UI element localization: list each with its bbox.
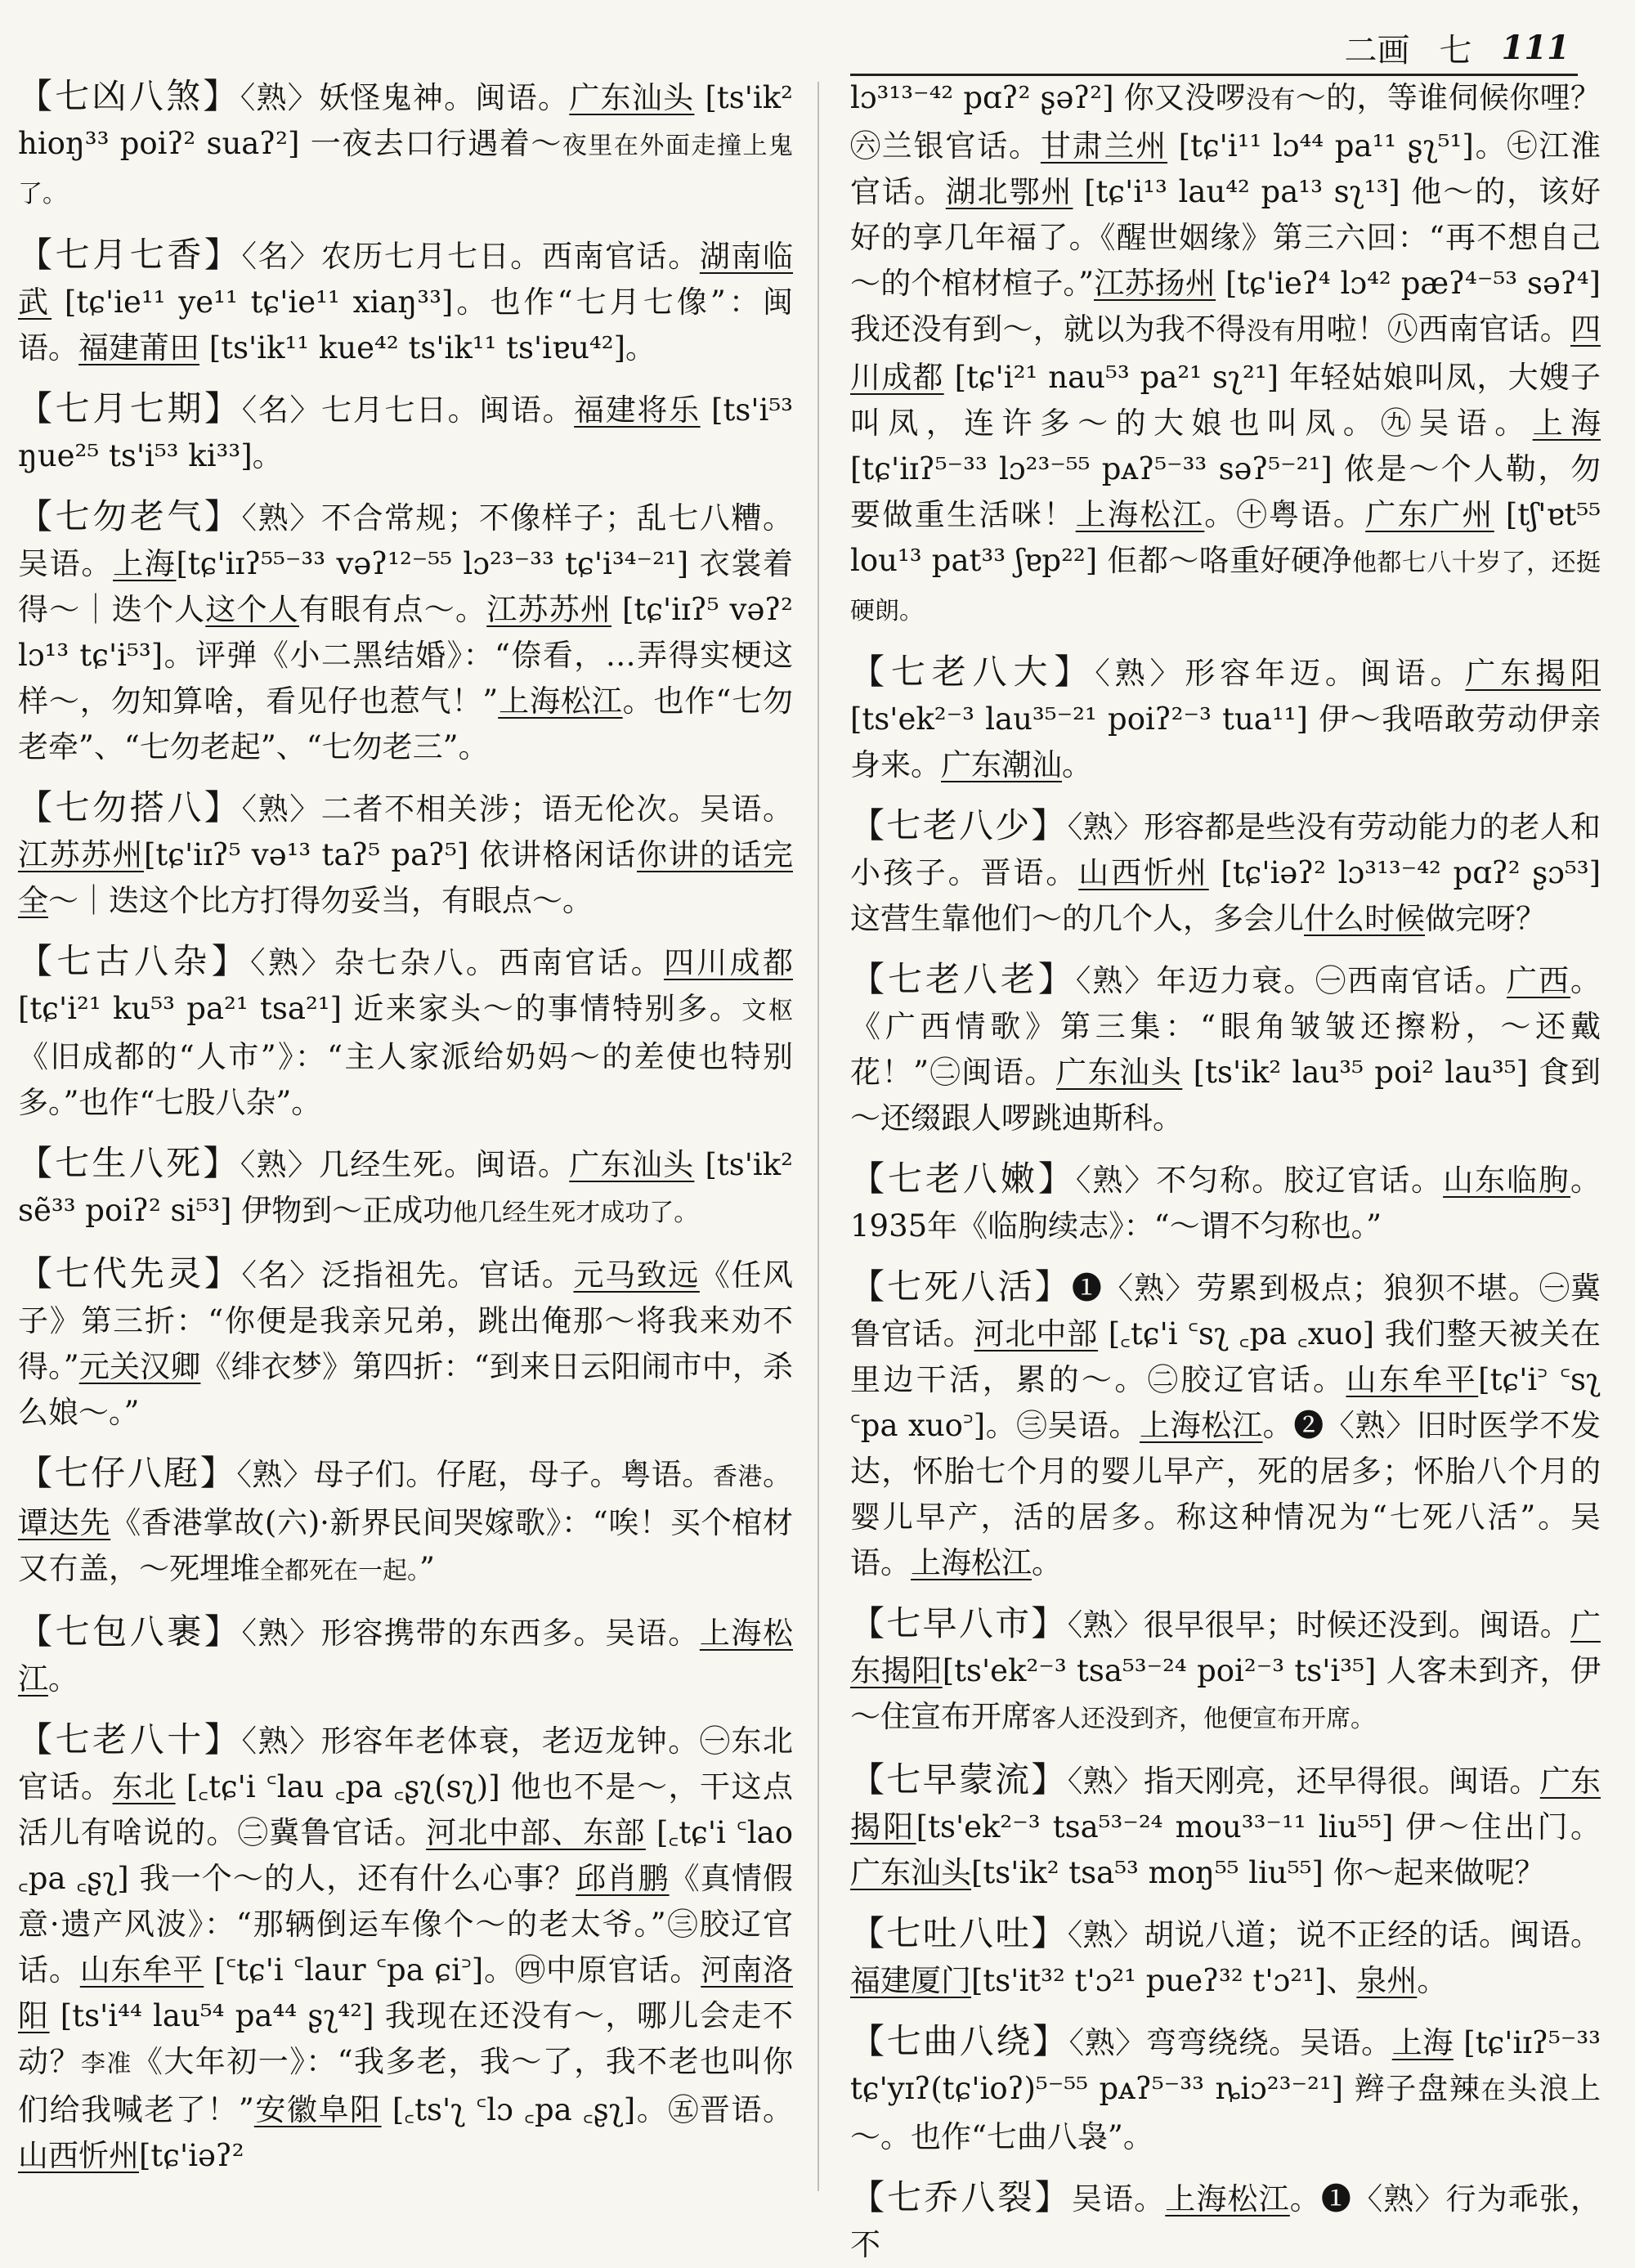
entry-text: 〈名〉七月七日。闽语。 (241, 392, 575, 428)
entry-text: 《真情假意·遗产风波》：“那辆倒运车像个～的老太爷。”㊂胶辽官话。 (18, 1861, 794, 1988)
underlined-source: 广东广州 (1365, 497, 1494, 532)
inline-gloss: 全都死在一起。 (260, 1557, 419, 1585)
entry-headword: 【七老八老】 (850, 959, 1076, 999)
underlined-source: 福建将乐 (574, 392, 701, 428)
entry-text: 〈熟〉很早很早；时候还没到。闽语。 (1067, 1607, 1570, 1643)
right-column (850, 74, 1601, 2262)
page-header (1345, 23, 1570, 72)
entry-headword: 【七吐八吐】 (850, 1913, 1068, 1953)
entry-text: 〈名〉农历七月七日。西南官话。 (241, 239, 700, 274)
inline-gloss: 没有 (1246, 317, 1297, 346)
entry-text: [꜀ts'ʅ ꜂lɔ ꜀pa ꜀ʂʅ]。㊄晋语。 (381, 2092, 794, 2127)
dictionary-entry (850, 2019, 1601, 2160)
page-number: 111 (1501, 28, 1570, 67)
entry-text: 。《广西情歌》第三集：“眼角皱皱还擦粉，～还戴花！”㊁闽语。 (850, 963, 1601, 1090)
inline-gloss: 李准 (80, 2050, 132, 2078)
underlined-source: 山西忻州 (1078, 855, 1209, 890)
entry-text: [ts'ik² sẽ³³ poiʔ² si⁵³] 伊物到～正成功 (18, 1147, 793, 1228)
underlined-source: 河北中部、东部 (426, 1815, 646, 1850)
entry-text: 。 (48, 1661, 78, 1697)
entry-text: 。也作“七勿老牵”、“七勿老起”、“七勿老三”。 (18, 684, 794, 764)
dictionary-entry (18, 785, 793, 924)
entry-headword: 【七老八大】 (850, 652, 1095, 692)
underlined-source: 江苏扬州 (1094, 266, 1216, 301)
entry-headword: 【七死八活】 (850, 1266, 1072, 1307)
underlined-source: 广东揭阳 (850, 1607, 1601, 1688)
dictionary-entry (18, 74, 793, 217)
entry-text: 〈熟〉形容年老体衰，老迈龙钟。㊀东北官话。 (18, 1723, 793, 1804)
dictionary-entry (850, 1911, 1601, 2004)
dictionary-entry (18, 1717, 793, 2179)
entry-text: 〈熟〉二者不相关涉；语无伦次。吴语。 (241, 791, 793, 827)
entry-text: [tɕ'i꜄ ꜂sʅ ꜂pa xuo꜄]。㊂吴语。 (850, 1362, 1601, 1443)
dictionary-entry (18, 1141, 793, 1236)
underlined-source: 河北中部 (974, 1316, 1099, 1351)
entry-text: [tɕ'iɪʔ⁵⁻³³ tɕ'yɪʔ(tɕ'ioʔ)⁵⁻⁵⁵ pᴀʔ⁵⁻³³ ȵiɔ²³⁻²¹] 辫子盘辣 (850, 2025, 1601, 2106)
entry-text: 《任风子》第三折：“你便是我亲兄弟，跳出俺那～将我来劝不得。” (18, 1257, 794, 1384)
entry-headword: 【七月七香】 (18, 235, 242, 275)
entry-text: [tɕ'iəʔ² (139, 2138, 244, 2173)
underlined-source: 湖南临武 (18, 239, 794, 320)
underlined-source: 甘肃兰州 (1040, 128, 1168, 164)
entry-text: 〈熟〉指天刚亮，还早得很。闽语。 (1067, 1764, 1540, 1799)
dictionary-entry (850, 1757, 1601, 1896)
entry-text: 〈熟〉杂七杂八。西南官话。 (250, 945, 664, 980)
entry-headword: 【七生八死】 (18, 1143, 240, 1183)
entry-text: 。 (1032, 1545, 1062, 1580)
entry-headword: 【七凶八煞】 (18, 76, 240, 116)
entry-headword: 【七包八裹】 (18, 1611, 242, 1652)
entry-headword: 【七早八市】 (850, 1603, 1068, 1643)
entry-text: 《大年初一》：“我多老，我～了，我不老也叫你们给我喊老了！” (18, 2044, 794, 2127)
underlined-source: 这个人 (205, 592, 299, 627)
entry-text: 。㊉粤语。 (1204, 497, 1366, 532)
underlined-source: 你讲的话完全 (18, 837, 793, 918)
underlined-source: 山东临朐 (1443, 1163, 1570, 1198)
inline-gloss: 夜里在外面走撞上鬼了。 (18, 132, 793, 208)
underlined-source: 四川成都 (850, 312, 1601, 395)
entry-text: [tɕ'i¹³ lau⁴² pa¹³ sʅ¹³] 他～的，该好好的享几年福了。《醒世姻缘》第三六回：“再不想自己～的个棺材楦子。” (850, 174, 1601, 301)
underlined-source: 广东汕头 (850, 1855, 971, 1890)
entry-text: [tɕ'iɪʔ⁵ vəʔ² lɔ¹³ tɕ'i⁵³]。评弹《小二黑结婚》：“倷看，…弄得实梗这样～，勿知算啥，看见仔也惹气！” (18, 592, 794, 719)
entry-text: [tɕ'ie¹¹ ye¹¹ tɕ'ie¹¹ xiaŋ³³]。也作“七月七像”：闽语。 (18, 285, 793, 365)
entry-text: [꜀tɕ'i ꜂sʅ ꜀pa ꜀xuo] 我们整天被关在里边干活，累的～。㊁胶辽官话。 (850, 1316, 1601, 1397)
entry-headword: 【七代先灵】 (18, 1253, 242, 1293)
entry-text: [tɕ'iɪʔ⁵⁵⁻³³ vəʔ¹²⁻⁵⁵ lɔ²³⁻³³ tɕ'i³⁴⁻²¹] 衣裳着得～｜迭个人 (18, 546, 794, 627)
underlined-source: 上海松江 (18, 1616, 794, 1697)
dictionary-entry (850, 74, 1601, 634)
entry-text: [tɕ'i¹¹ lɔ⁴⁴ pa¹¹ ʂʅ⁵¹]。㊆江淮官话。 (850, 128, 1601, 209)
underlined-source: 广东揭阳 (850, 1764, 1601, 1844)
entry-headword: 【七仔八屘】 (18, 1453, 237, 1493)
underlined-source: 四川成都 (663, 945, 793, 980)
underlined-source: 什么时候 (1304, 901, 1425, 936)
inline-gloss: 香港 (712, 1463, 763, 1491)
entry-text: 。❶〈熟〉行为乖张，不 (850, 2181, 1601, 2262)
dictionary-entry (18, 1251, 793, 1436)
underlined-source: 广东汕头 (1055, 1055, 1183, 1090)
dictionary-entry (850, 1601, 1601, 1742)
dictionary-entry (850, 803, 1601, 942)
underlined-source: 福建莆田 (78, 330, 199, 365)
entry-headword: 【七月七期】 (18, 388, 242, 428)
entry-text: 〈熟〉胡说八道；说不正经的话。闽语。 (1067, 1917, 1601, 1952)
underlined-source: 上海松江 (911, 1545, 1032, 1580)
underlined-source: 山东牟平 (1346, 1362, 1479, 1397)
underlined-source: 广东汕头 (569, 1147, 695, 1182)
entry-text: 。❷〈熟〉旧时医学不发达，怀胎七个月的婴儿早产，死的居多；怀胎八个月的婴儿早产，活的居多。称这种情况为“七死八活”。吴语。 (850, 1408, 1601, 1580)
entry-text: ❶〈熟〉劳累到极点；狼狈不堪。㊀冀鲁官话。 (850, 1271, 1601, 1351)
entry-text: [tɕ'iɪʔ⁵⁻³³ lɔ²³⁻⁵⁵ pᴀʔ⁵⁻³³ səʔ⁵⁻²¹] 侬是～个人勒，勿要做重生活咪！ (850, 451, 1601, 532)
entry-text: 用啦！㊇西南官话。 (1296, 312, 1571, 347)
entry-text: 头浪上～。也作“七曲八袅”。 (850, 2071, 1601, 2154)
entry-text: 〈熟〉形容携带的东西多。吴语。 (241, 1616, 700, 1651)
inline-gloss: 客人还没到齐，他便宣布开席。 (1032, 1705, 1375, 1733)
inline-gloss: 没有 (1246, 86, 1296, 114)
entry-text: [꜀tɕ'i ꜂lao ꜀pa ꜀ʂʅ] 我一个～的人，还有什么心事？ (18, 1815, 794, 1896)
entry-text: [tɕ'ieʔ⁴ lɔ⁴² pæʔ⁴⁻⁵³ səʔ⁴] 我还没有到～，就以为我不得 (850, 266, 1601, 347)
entry-text: [ts'it³² t'ɔ²¹ pueʔ³² t'ɔ²¹]、 (971, 1963, 1357, 1998)
entry-text: 〈熟〉母子们。仔屘，母子。粤语。 (236, 1457, 713, 1492)
underlined-source: 上海松江 (498, 684, 623, 719)
underlined-source: 谭达先 (18, 1505, 111, 1540)
entry-text: 〈熟〉妖怪鬼神。闽语。 (240, 80, 570, 115)
entry-text: [ts'ik² tsa⁵³ moŋ⁵⁵ liu⁵⁵] 你～起来做呢？ (971, 1855, 1545, 1890)
dictionary-entry (850, 1156, 1601, 1249)
entry-headword: 【七乔八裂】 (850, 2177, 1072, 2217)
underlined-source: 上海松江 (1075, 497, 1205, 532)
column-divider (818, 82, 819, 2191)
underlined-source: 安徽阜阳 (253, 2092, 382, 2127)
entry-text: 〈熟〉形容年迈。闽语。 (1095, 656, 1466, 691)
dictionary-entry (18, 232, 793, 371)
underlined-source: 广西 (1507, 963, 1570, 998)
entry-text: [ts'ek²⁻³ tsa⁵³⁻²⁴ mou³³⁻¹¹ liu⁵⁵] 伊～住出门。 (916, 1809, 1601, 1844)
entry-text: [꜀tɕ'i ꜂lau ꜀pa ꜀ʂʅ(sʅ)] 他也不是～，干这点活儿有啥说的。㊁冀鲁官话。 (18, 1769, 794, 1850)
entry-text: ” (419, 1551, 435, 1586)
entry-headword: 【七老八十】 (18, 1719, 242, 1759)
underlined-source: 元马致远 (573, 1257, 700, 1293)
entry-text: [ts'ik¹¹ kue⁴² ts'ik¹¹ ts'iɐu⁴²]。 (199, 330, 656, 365)
entry-text: [tʃ'ɐt⁵⁵ lou¹³ pat³³ ʃɐp²²] 佢都～咯重好硬净 (850, 497, 1601, 578)
underlined-source: 山东牟平 (79, 1952, 204, 1988)
entry-text: [ts'i⁵³ ŋue²⁵ ts'i⁵³ ki³³]。 (18, 392, 793, 473)
inline-gloss: 他几经生死才成功了。 (453, 1199, 699, 1227)
underlined-source: 元关汉卿 (78, 1349, 201, 1384)
underlined-source: 湖北鄂州 (945, 174, 1073, 209)
underlined-source: 江苏苏州 (486, 592, 612, 627)
inline-gloss: 在 (1480, 2077, 1507, 2105)
inline-gloss: 文枢 (741, 997, 793, 1025)
entry-text: 《香港掌故(六)·新界民间哭嫁歌》：“唉！买个棺材又冇盖，～死埋堆 (18, 1505, 793, 1586)
entry-text: [꜂tɕ'i ꜂laur ꜂pa ɕi꜄]。㊃中原官话。 (204, 1952, 701, 1988)
entry-text: 〈熟〉弯弯绕绕。吴语。 (1068, 2025, 1392, 2060)
underlined-source: 广东汕头 (569, 80, 695, 115)
dictionary-entry (850, 2175, 1601, 2268)
entry-text: 〈熟〉年迈力衰。㊀西南官话。 (1075, 963, 1507, 998)
entry-text: 〈熟〉几经生死。闽语。 (240, 1147, 570, 1182)
entry-text: [ts'ik² lau³⁵ poi² lau³⁵] 食到～还缀跟人啰跳迪斯科。 (850, 1055, 1601, 1136)
dictionary-entry (850, 649, 1601, 788)
entry-text: 〈熟〉不匀称。胶辽官话。 (1075, 1163, 1444, 1198)
dictionary-entry (850, 957, 1601, 1141)
entry-text: 。 (763, 1457, 793, 1492)
dictionary-entry (18, 939, 793, 1126)
header-char: 七 (1439, 31, 1472, 69)
entry-text: lɔ³¹³⁻⁴² pɑʔ² ʂəʔ²] 你又没啰 (850, 80, 1247, 115)
dictionary-entry (18, 494, 793, 770)
entry-text: [ts'i⁴⁴ lau⁵⁴ pa⁴⁴ ʂʅ⁴²] 我现在还没有～，哪儿会走不动？ (18, 1998, 794, 2079)
underlined-source: 上海 (113, 546, 177, 581)
inline-gloss: 他都七八十岁了，还挺硬朗。 (850, 549, 1601, 625)
entry-text: 〈名〉泛指祖先。官话。 (241, 1257, 574, 1293)
entry-text: [ts'ik² hioŋ³³ poiʔ² suaʔ²] 一夜去口行遇着～ (18, 80, 793, 161)
header-section: 二画 (1344, 31, 1410, 69)
entry-text: 。 (1062, 747, 1092, 782)
dictionary-entry (18, 1450, 793, 1594)
entry-text: [tɕ'iɪʔ⁵ və¹³ taʔ⁵ paʔ⁵] 依讲格闲话 (144, 837, 637, 872)
entry-text: 做完呀？ (1425, 901, 1546, 936)
entry-text: [tɕ'iəʔ² lɔ³¹³⁻⁴² pɑʔ² ʂɔ⁵³] 这营生靠他们～的几个人，多会儿 (850, 855, 1601, 936)
underlined-source: 河南洛阳 (18, 1952, 794, 2033)
entry-headword: 【七勿老气】 (18, 496, 242, 536)
entry-headword: 【七古八杂】 (18, 941, 251, 981)
underlined-source: 邱肖鹏 (576, 1861, 670, 1896)
left-column (18, 74, 793, 2191)
entry-headword: 【七曲八绕】 (850, 2021, 1069, 2061)
entry-text: 《旧成都的“人市”》：“主人家派给奶妈～的差使也特别多。”也作“七股八杂”。 (18, 1039, 793, 1120)
entry-text: ～｜迭这个比方打得勿妥当，有眼点～。 (48, 883, 593, 918)
underlined-source: 广东揭阳 (1465, 656, 1601, 691)
entry-headword: 【七勿搭八】 (18, 787, 242, 827)
dictionary-entry (850, 1264, 1601, 1586)
entry-headword: 【七早蒙流】 (850, 1759, 1068, 1800)
entry-text: 吴语。 (1071, 2181, 1166, 2216)
entry-text: [ts'ek²⁻³ tsa⁵³⁻²⁴ poi²⁻³ ts'i³⁵] 人客未到齐，伊～住宣布开席 (850, 1653, 1601, 1734)
underlined-source: 广东潮汕 (941, 747, 1062, 782)
entry-text: 。1935年《临朐续志》：“～谓不匀称也。” (850, 1163, 1601, 1244)
entry-text: 〈熟〉形容都是些没有劳动能力的老人和小孩子。晋语。 (850, 809, 1601, 890)
entry-text: [tɕ'i²¹ ku⁵³ pa²¹ tsa²¹] 近来家头～的事情特别多。 (18, 991, 742, 1026)
entry-text: ～的，等谁伺候你哩？㊅兰银官话。 (850, 80, 1601, 164)
underlined-source: 泉州 (1356, 1963, 1418, 1998)
underlined-source: 上海 (1391, 2025, 1454, 2060)
entry-text: 《绯衣梦》第四折：“到来日云阳闹市中，杀么娘～。” (18, 1349, 793, 1430)
entry-text: 有眼有点～。 (298, 592, 487, 627)
underlined-source: 福建厦门 (850, 1963, 971, 1998)
entry-text: 〈熟〉不合常规；不像样子；乱七八糟。吴语。 (18, 500, 793, 581)
underlined-source: 东北 (112, 1769, 176, 1804)
entry-text: [tɕ'i²¹ nau⁵³ pa²¹ sʅ²¹] 年轻姑娘叫凤，大嫂子叫凤，连许多～的大娘也叫凤。㊈吴语。 (850, 360, 1601, 441)
underlined-source: 江苏苏州 (18, 837, 144, 872)
entry-text: 。 (1417, 1963, 1448, 1998)
dictionary-entry (18, 1609, 793, 1702)
underlined-source: 上海松江 (1165, 2181, 1290, 2216)
entry-headword: 【七老八嫩】 (850, 1159, 1076, 1199)
underlined-source: 上海松江 (1140, 1408, 1263, 1443)
entry-headword: 【七老八少】 (850, 805, 1068, 845)
underlined-source: 上海 (1532, 406, 1601, 441)
underlined-source: 山西忻州 (18, 2138, 139, 2173)
dictionary-entry (18, 386, 793, 479)
entry-text: [ts'ek²⁻³ lau³⁵⁻²¹ poiʔ²⁻³ tua¹¹] 伊～我唔敢劳动伊亲身来。 (850, 701, 1601, 782)
